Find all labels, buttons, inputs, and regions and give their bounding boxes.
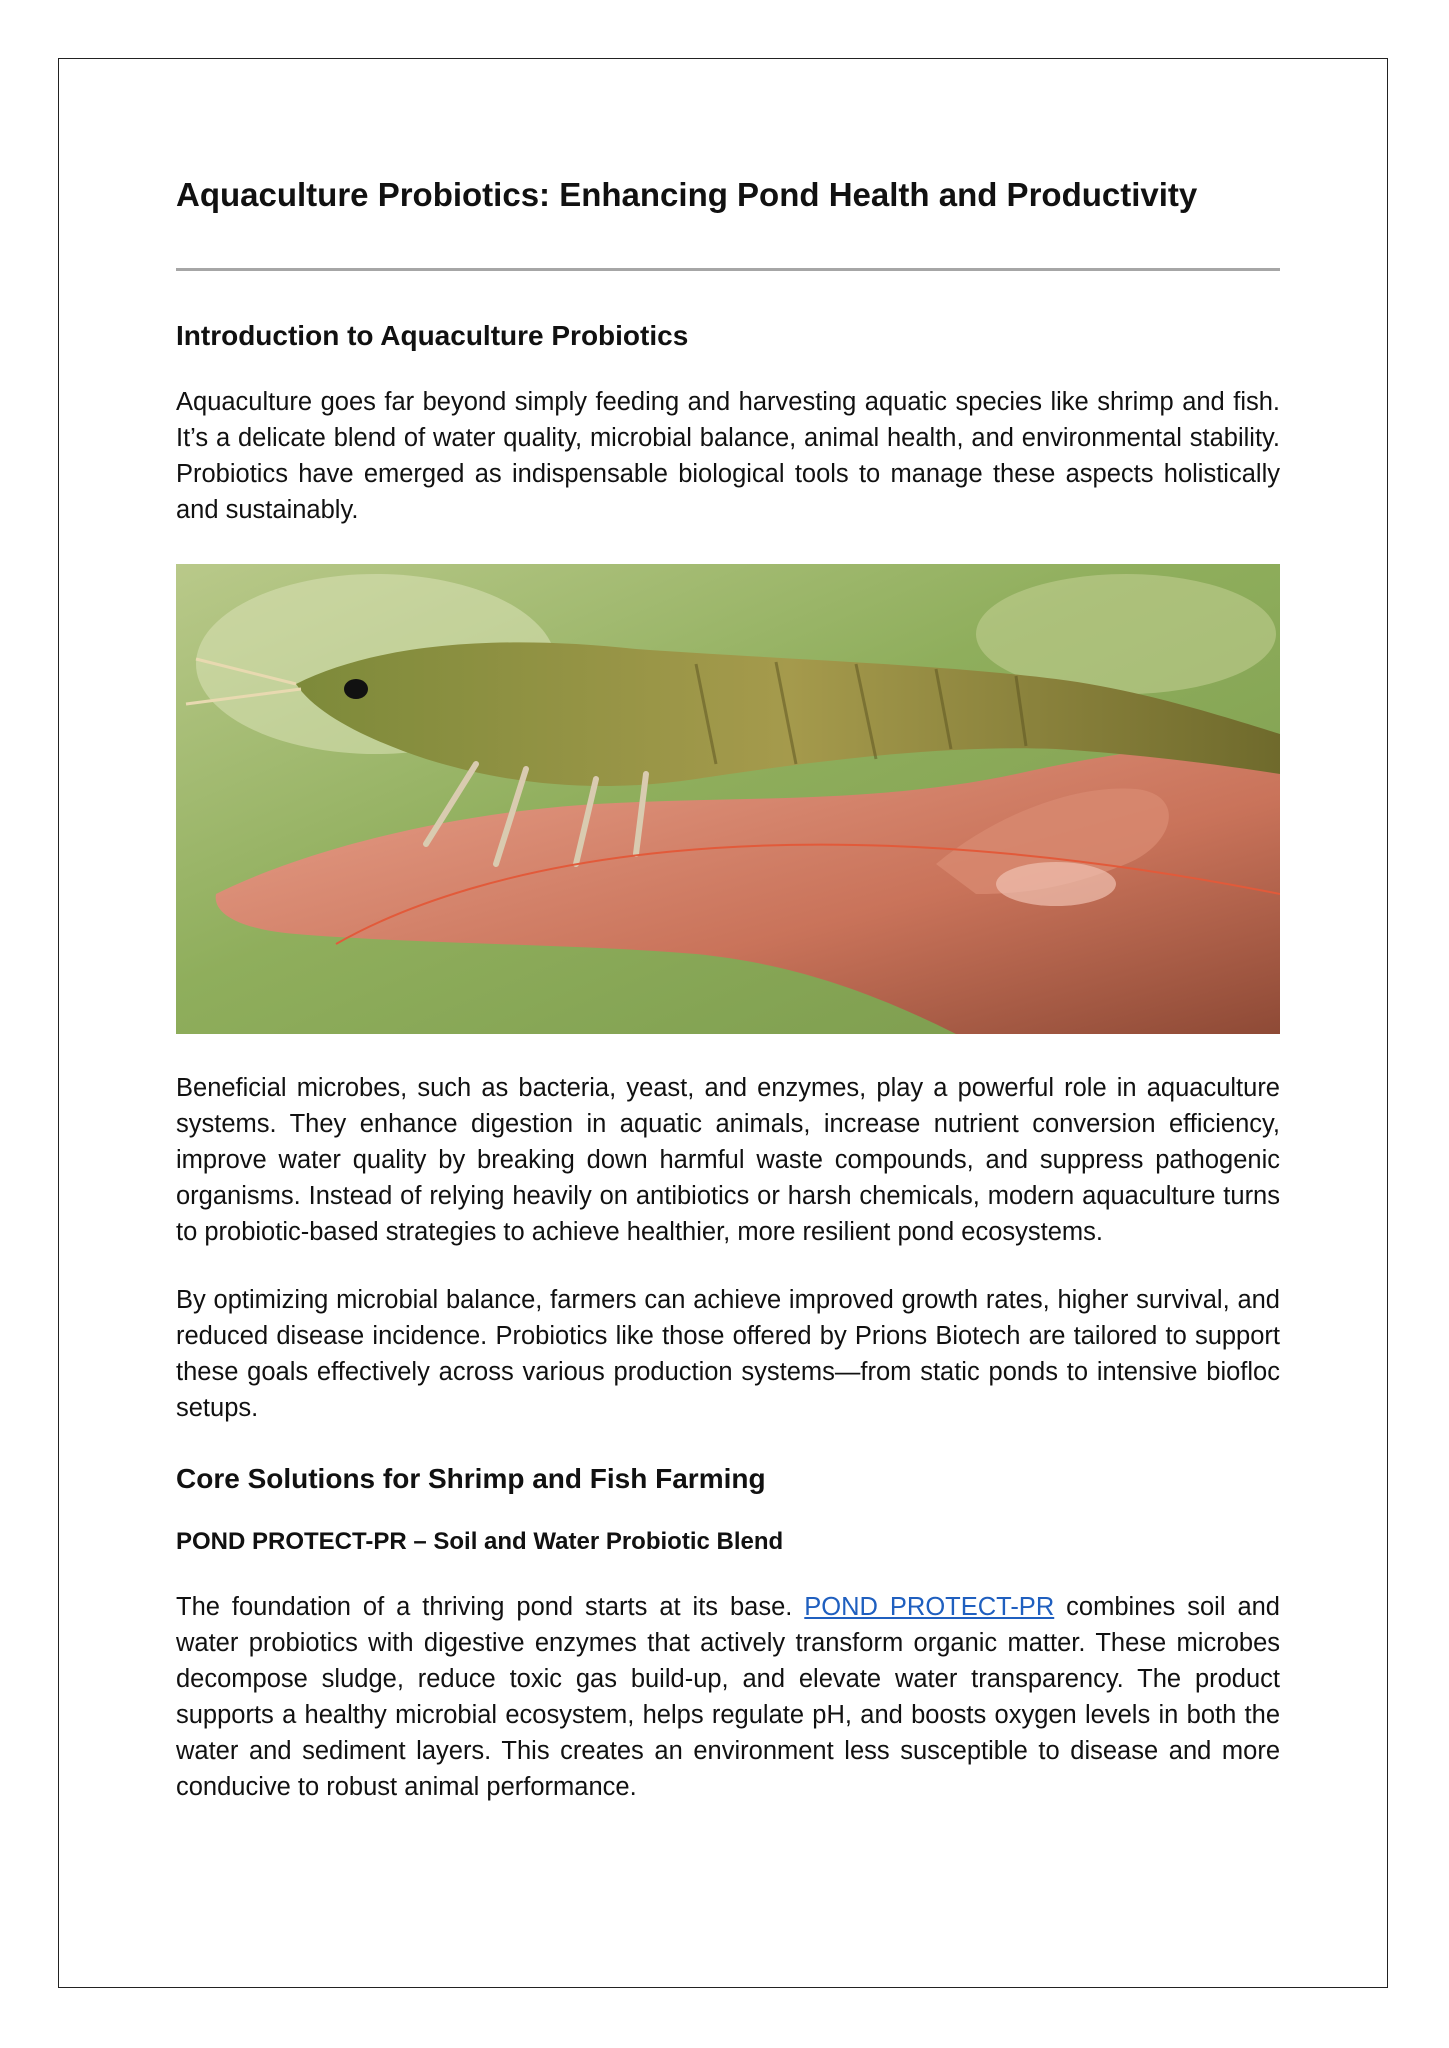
pond-protect-link[interactable]: POND PROTECT-PR [804,1592,1055,1621]
intro-paragraph: Aquaculture goes far beyond simply feeding and harvesting aquatic species like shrimp and fish. It’s a delicate blend of water quality, microbial balance, animal health, and environmental stability. Probiotics have emerged as indispensable biological tools to manage these aspects holistically and sustainably. [176,388,1280,525]
product-heading: POND PROTECT-PR – Soil and Water Probiotic Blend [176,1527,784,1555]
body-paragraph-1: Beneficial microbes, such as bacteria, yeast, and enzymes, play a powerful role in aquaculture systems. They enhance digestion in aquatic animals, increase nutrient conversion efficiency, improve water quality by breaking down harmful waste compounds, and suppress pathogenic organisms. Instead of relying heavily on antibiotics or harsh chemicals, modern aquaculture turns to probiotic-based strategies to achieve healthier, more resilient pond ecosystems. [176,1074,1280,1247]
document-content [176,175,1280,1805]
document-title: Aquaculture Probiotics: Enhancing Pond Health and Productivity [176,176,1198,213]
core-solutions-heading: Core Solutions for Shrimp and Fish Farming [176,1463,766,1495]
product-paragraph [176,1589,1280,1805]
title-divider [176,268,1280,271]
intro-heading: Introduction to Aquaculture Probiotics [176,319,689,351]
body-paragraph-2: By optimizing microbial balance, farmers can achieve improved growth rates, higher survival, and reduced disease incidence. Probiotics like those offered by Prions Biotech are tailored to support these goals effectively across various production systems—from static ponds to intensive biofloc setups. [176,1286,1280,1423]
product-text-start: The foundation of a thriving pond starts at its base. [176,1592,805,1621]
product-text-rest: combines soil and water probiotics with digestive enzymes that actively transform organic matter. These microbes decompose sludge, reduce toxic gas build-up, and elevate water transparency. The product supports a healthy microbial ecosystem, helps regulate pH, and boosts oxygen levels in both the water and sediment layers. This creates an environment less susceptible to disease and more conducive to robust animal performance. [176,1592,1280,1801]
shrimp-photo [176,564,1280,1034]
